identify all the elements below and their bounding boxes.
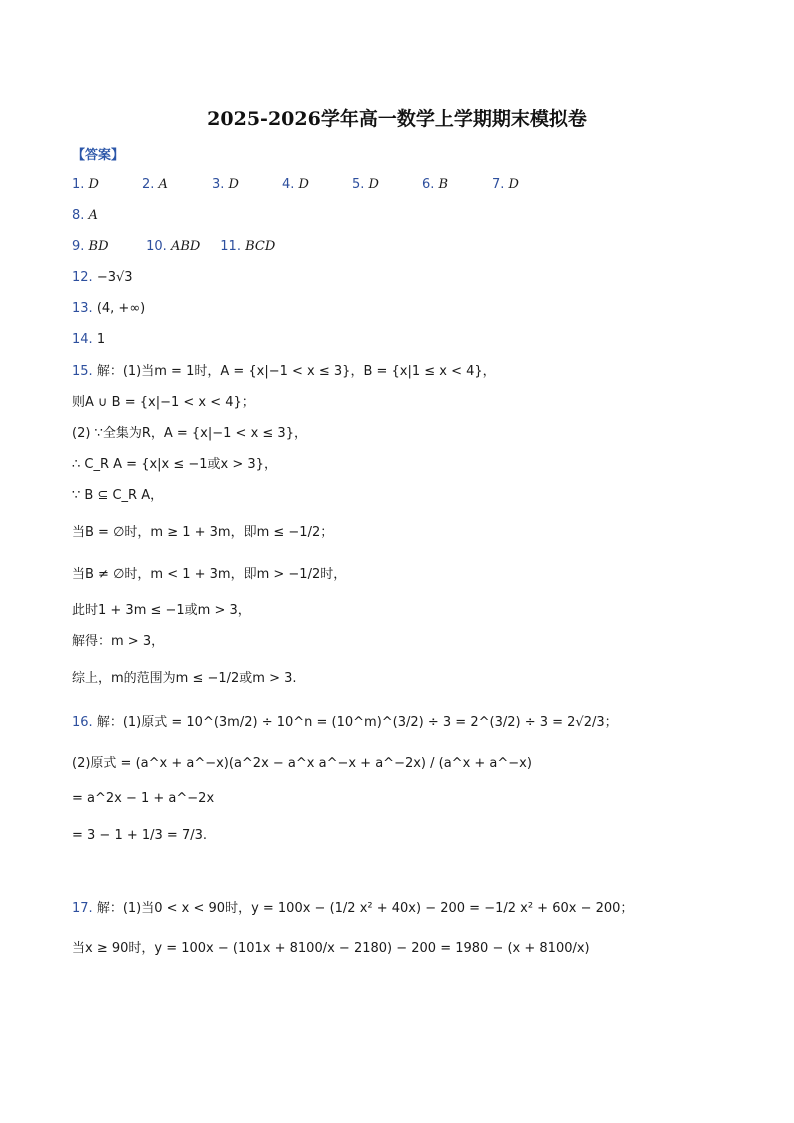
q16-line-1: 16. 解：(1)原式 = 10^(3m/2) ÷ 10^n = (10^m)^(3/2) ÷ 3 = 2^(3/2) ÷ 3 = 2√2/3； (72, 715, 618, 730)
q15-line-10: 综上，m的范围为m ≤ −1/2或m > 3. (72, 671, 297, 686)
q15-line-1: 15. 解：(1)当m = 1时，A = {x|−1 < x ≤ 3}，B = {x|1 ≤ x < 4}， (72, 364, 496, 379)
mc-answers-row-1 (72, 176, 562, 194)
multi-answers-row (72, 238, 290, 256)
answer-14: 14. 1 (72, 332, 106, 347)
answer-item: 10. ABD (146, 239, 201, 254)
q15-line-9: 解得：m > 3， (72, 634, 165, 649)
q15-line-3: (2) ∵全集为R，A = {x|−1 < x ≤ 3}， (72, 426, 307, 441)
mc-answers-row-2: 8. A (72, 208, 98, 223)
answer-item: 3. D (212, 177, 239, 192)
answer-item: 6. B (422, 177, 449, 192)
answer-12: 12. −3√3 (72, 270, 133, 285)
q15-line-7: 当B ≠ ∅时，m < 1 + 3m，即m > −1/2时， (72, 567, 347, 582)
q16-line-4: = 3 − 1 + 1/3 = 7/3. (72, 828, 208, 843)
q15-line-4: ∴ C_R A = {x|x ≤ −1或x > 3}， (72, 457, 277, 472)
answer-item: 7. D (492, 177, 519, 192)
q15-line-5: ∵ B ⊆ C_R A， (72, 488, 164, 503)
answer-item: 9. BD (72, 239, 109, 254)
q16-line-2: (2)原式 = (a^x + a^−x)(a^2x − a^x a^−x + a^−2x) / (a^x + a^−x) (72, 756, 532, 771)
answer-item: 4. D (282, 177, 309, 192)
q15-line-8: 此时1 + 3m ≤ −1或m > 3， (72, 603, 251, 618)
answer-item: 5. D (352, 177, 379, 192)
answer-item: 11. BCD (220, 239, 276, 254)
answer-13: 13. (4, +∞) (72, 301, 146, 316)
q15-line-6: 当B = ∅时，m ≥ 1 + 3m，即m ≤ −1/2； (72, 525, 334, 540)
q17-line-2: 当x ≥ 90时，y = 100x − (101x + 8100/x − 2180) − 200 = 1980 − (x + 8100/x) (72, 941, 590, 956)
page-title: 2025-2026学年高一数学上学期期末模拟卷 (207, 108, 587, 130)
answer-heading: 【答案】 (72, 148, 125, 163)
q15-line-2: 则A ∪ B = {x|−1 < x < 4}； (72, 395, 255, 410)
q17-line-1: 17. 解：(1)当0 < x < 90时，y = 100x − (1/2 x² + 40x) − 200 = −1/2 x² + 60x − 200； (72, 901, 634, 916)
answer-item: 2. A (142, 177, 168, 192)
q16-line-3: = a^2x − 1 + a^−2x (72, 791, 215, 806)
answer-item: 1. D (72, 177, 99, 192)
